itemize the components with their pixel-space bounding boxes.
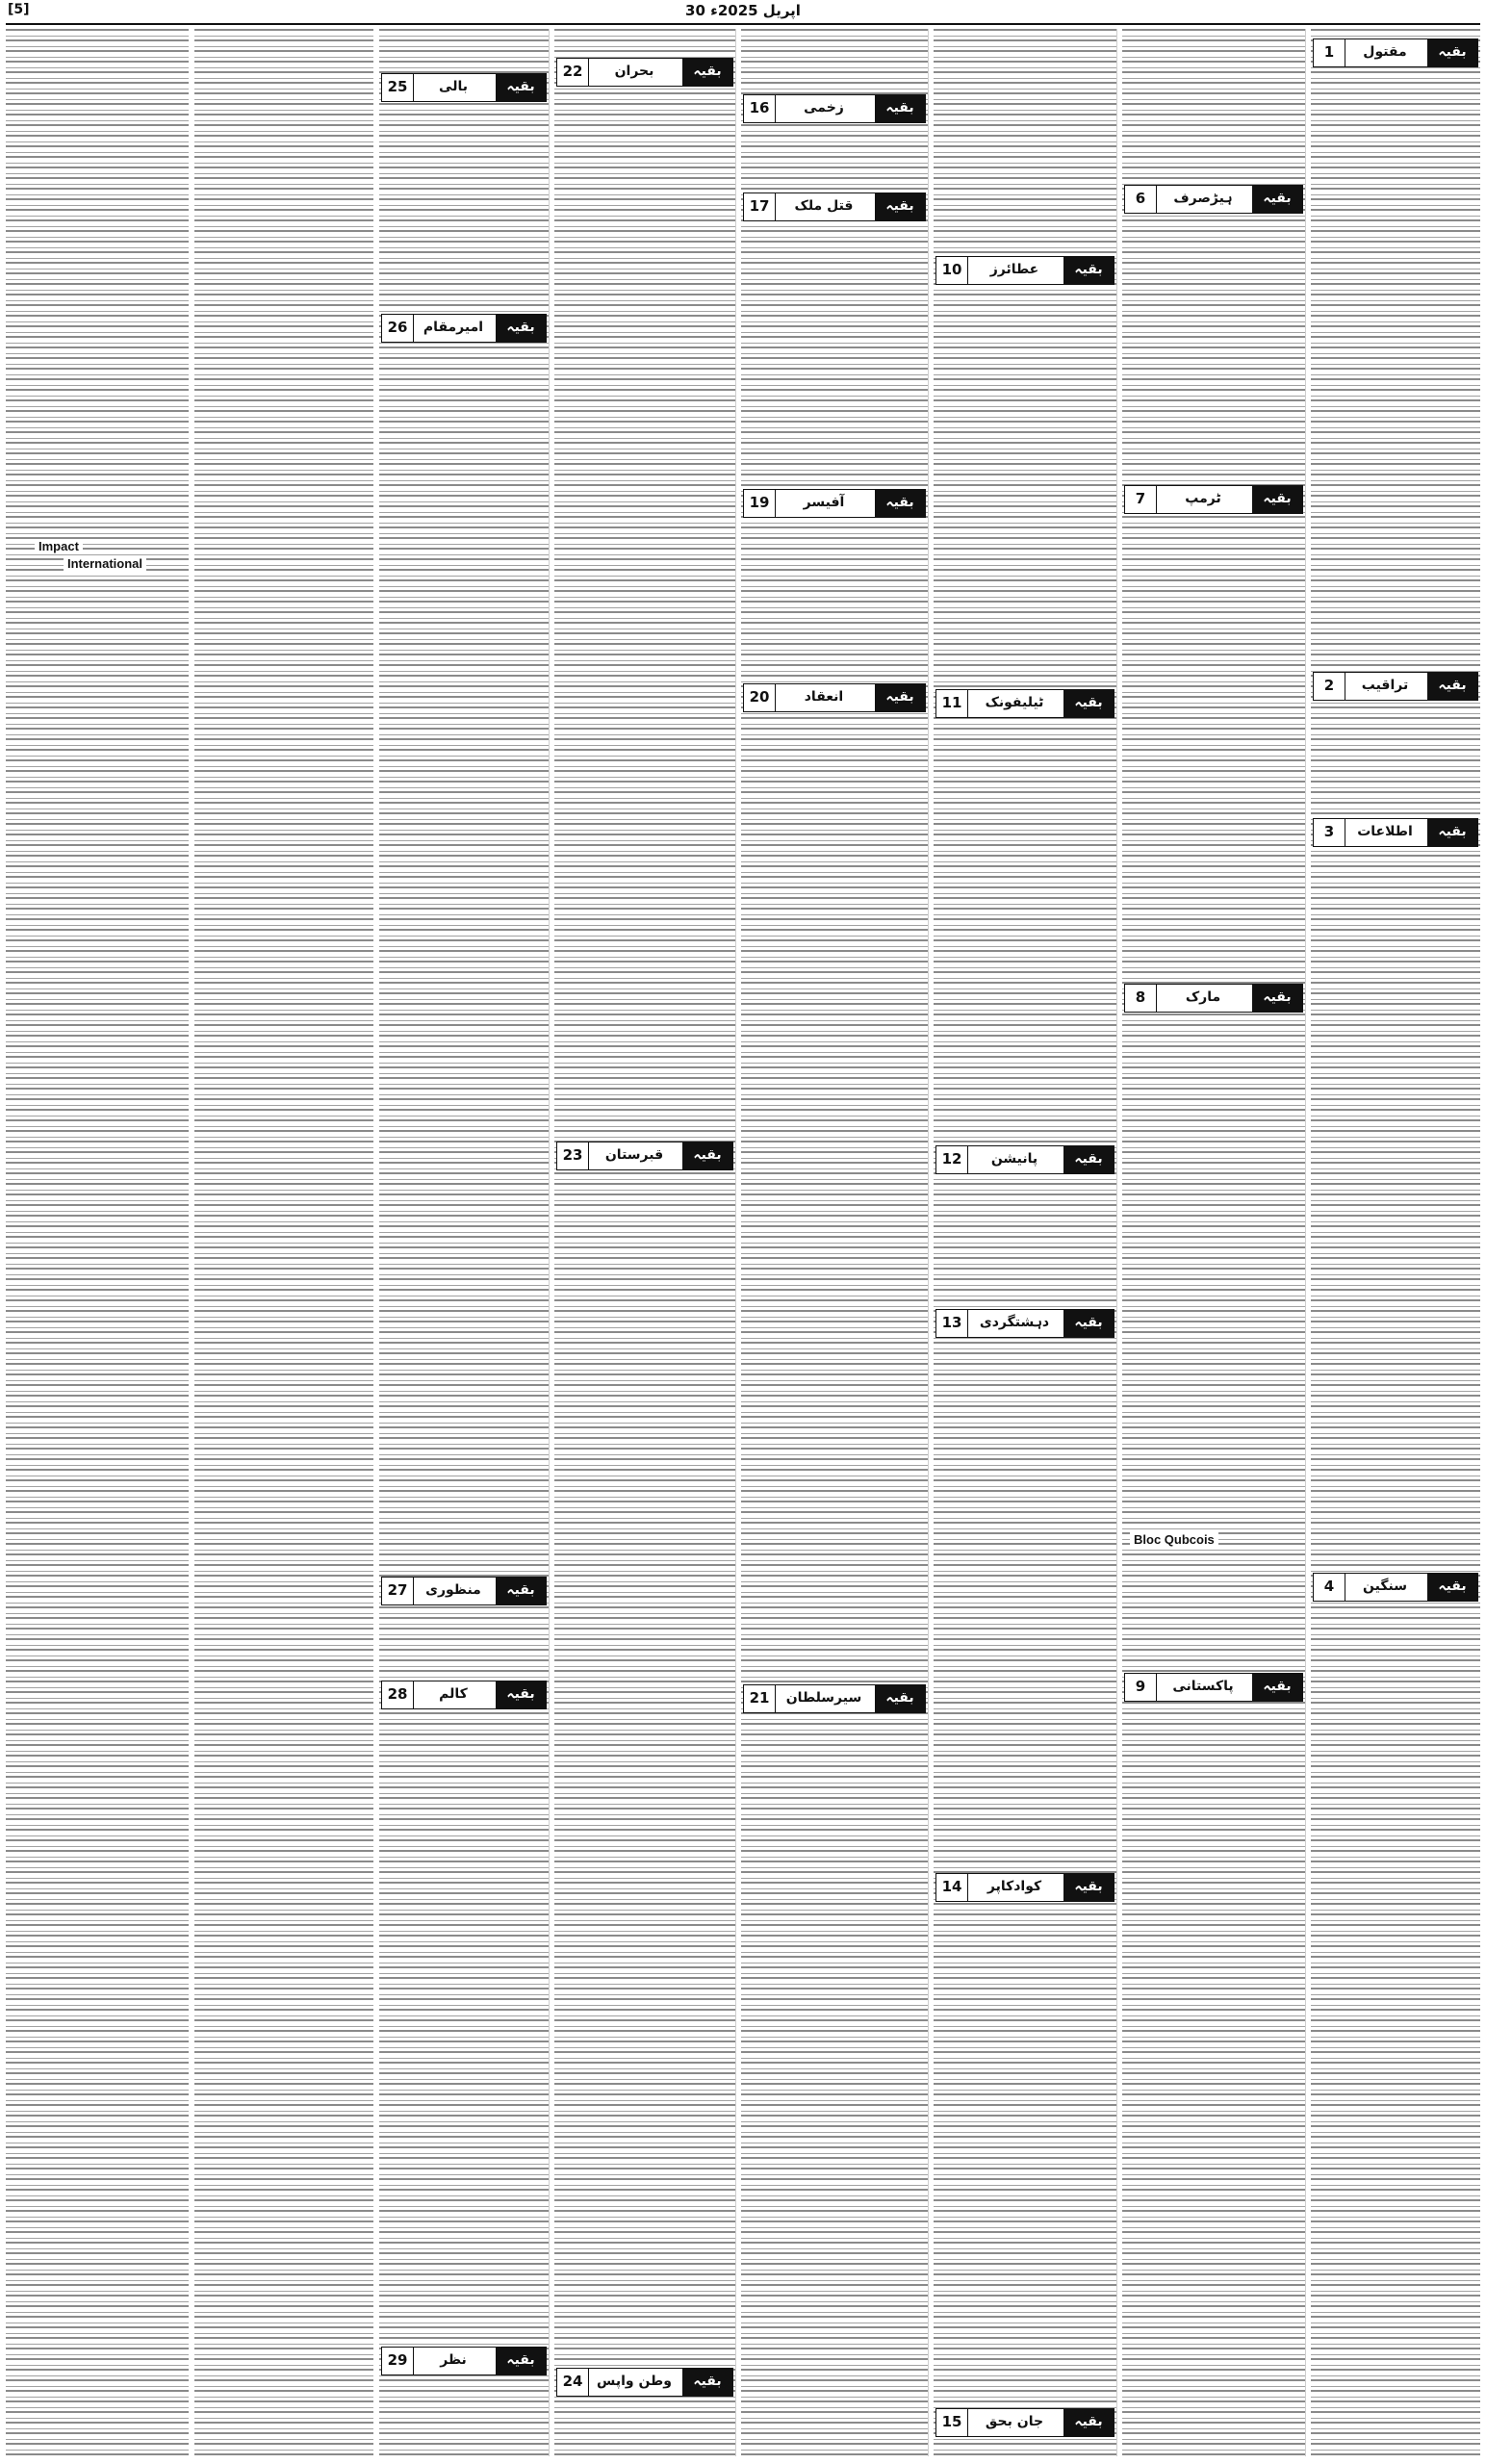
section-title: منظوری <box>425 1582 481 1598</box>
section-number: 13 <box>936 1310 968 1337</box>
inline-latin-impact: Impact <box>35 539 83 553</box>
continuation-header-21 <box>743 1684 926 1713</box>
section-number: 6 <box>1125 186 1157 213</box>
continue-label: بقیہ <box>682 59 732 86</box>
section-title: نظر <box>440 2352 467 2368</box>
section-number: 14 <box>936 1874 968 1901</box>
section-title: سنگین <box>1363 1578 1407 1594</box>
continuation-header-8 <box>1124 984 1303 1013</box>
section-title: بحران <box>614 64 654 79</box>
continue-label: بقیہ <box>496 1681 546 1708</box>
section-number: 2 <box>1314 673 1345 700</box>
section-number: 4 <box>1314 1574 1345 1601</box>
continue-label: بقیہ <box>1063 257 1114 284</box>
continue-label: بقیہ <box>875 95 925 122</box>
continue-label: بقیہ <box>875 193 925 220</box>
continue-label: بقیہ <box>1252 985 1302 1012</box>
continue-label: بقیہ <box>1063 1146 1114 1173</box>
continue-label: بقیہ <box>1063 1874 1114 1901</box>
section-number: 22 <box>557 59 589 86</box>
section-title: سیرسلطان <box>785 1690 862 1706</box>
continuation-header-17 <box>743 192 926 221</box>
section-number: 8 <box>1125 985 1157 1012</box>
section-number: 12 <box>936 1146 968 1173</box>
text-column-1 <box>1311 29 1480 2456</box>
continue-label: بقیہ <box>1063 1310 1114 1337</box>
continuation-header-19 <box>743 489 926 518</box>
page-number: [5] <box>8 2 30 17</box>
continuation-header-15 <box>935 2408 1114 2437</box>
section-title: پانیشن <box>990 1151 1038 1167</box>
continuation-header-20 <box>743 683 926 712</box>
continuation-header-25 <box>381 73 547 102</box>
news-columns <box>6 29 1480 2456</box>
text-column-6 <box>379 29 550 2456</box>
text-column-5 <box>554 29 736 2456</box>
continuation-header-6 <box>1124 185 1303 214</box>
continuation-header-14 <box>935 1873 1114 1902</box>
section-number: 7 <box>1125 486 1157 513</box>
section-title: ٹیلیفونک <box>985 695 1044 710</box>
continue-label: بقیہ <box>682 2369 732 2396</box>
section-title: اطلاعات <box>1357 824 1413 839</box>
section-title: تراقیب <box>1361 678 1409 693</box>
section-number: 26 <box>382 315 414 342</box>
continuation-header-22 <box>556 58 733 87</box>
section-title: مارک <box>1185 989 1221 1005</box>
section-number: 20 <box>744 684 776 711</box>
continuation-header-26 <box>381 314 547 343</box>
issue-date: 30 اپریل 2025ء <box>685 2 801 19</box>
section-title: کالم <box>439 1686 468 1702</box>
continue-label: بقیہ <box>682 1142 732 1169</box>
continue-label: بقیہ <box>875 684 925 711</box>
section-title: جان بحق <box>985 2414 1044 2429</box>
continue-label: بقیہ <box>496 315 546 342</box>
section-title: آفیسر <box>803 495 845 510</box>
section-number: 21 <box>744 1685 776 1712</box>
continue-label: بقیہ <box>1252 486 1302 513</box>
continue-label: بقیہ <box>875 1685 925 1712</box>
inline-latin-bloc: Bloc Qubcois <box>1130 1532 1218 1547</box>
continuation-header-4 <box>1313 1573 1478 1602</box>
text-column-3 <box>934 29 1117 2456</box>
section-number: 9 <box>1125 1674 1157 1701</box>
section-title: امیرمقام <box>423 320 484 335</box>
continue-label: بقیہ <box>1427 1574 1477 1601</box>
continuation-header-1 <box>1313 38 1478 67</box>
section-number: 19 <box>744 490 776 517</box>
section-number: 15 <box>936 2409 968 2436</box>
text-column-2 <box>1122 29 1306 2456</box>
section-number: 11 <box>936 690 968 717</box>
section-title: مقتول <box>1363 44 1407 60</box>
section-title: انعقاد <box>804 689 844 705</box>
continue-label: بقیہ <box>1427 673 1477 700</box>
continue-label: بقیہ <box>1063 2409 1114 2436</box>
section-number: 27 <box>382 1578 414 1604</box>
continue-label: بقیہ <box>496 1578 546 1604</box>
section-number: 3 <box>1314 819 1345 846</box>
continuation-header-11 <box>935 689 1114 718</box>
continuation-header-2 <box>1313 672 1478 701</box>
continuation-header-13 <box>935 1309 1114 1338</box>
section-title: بالی <box>439 79 468 94</box>
section-title: پاکستانی <box>1172 1679 1234 1694</box>
continuation-header-29 <box>381 2347 547 2375</box>
section-number: 29 <box>382 2348 414 2374</box>
masthead-rule <box>6 23 1480 25</box>
section-title: زخمی <box>804 100 844 116</box>
text-column-7 <box>194 29 373 2456</box>
continuation-header-27 <box>381 1577 547 1605</box>
section-title: وطن واپس <box>597 2374 672 2389</box>
section-title: دہشتگردی <box>979 1315 1050 1330</box>
section-number: 17 <box>744 193 776 220</box>
continue-label: بقیہ <box>1252 186 1302 213</box>
continue-label: بقیہ <box>1252 1674 1302 1701</box>
continue-label: بقیہ <box>496 74 546 101</box>
continuation-header-3 <box>1313 818 1478 847</box>
masthead <box>0 0 1486 21</box>
text-column-4 <box>741 29 929 2456</box>
section-number: 23 <box>557 1142 589 1169</box>
continuation-header-16 <box>743 94 926 123</box>
section-number: 16 <box>744 95 776 122</box>
continue-label: بقیہ <box>1063 690 1114 717</box>
continuation-header-10 <box>935 256 1114 285</box>
continue-label: بقیہ <box>496 2348 546 2374</box>
section-number: 10 <box>936 257 968 284</box>
continue-label: بقیہ <box>1427 39 1477 66</box>
continuation-header-7 <box>1124 485 1303 514</box>
continue-label: بقیہ <box>875 490 925 517</box>
inline-latin-international: International <box>64 556 146 571</box>
continuation-header-9 <box>1124 1673 1303 1702</box>
section-title: عطائرز <box>989 262 1039 277</box>
continuation-header-12 <box>935 1145 1114 1174</box>
section-number: 25 <box>382 74 414 101</box>
section-title: ہیڑصرف <box>1173 191 1233 206</box>
continuation-header-23 <box>556 1142 733 1170</box>
section-number: 28 <box>382 1681 414 1708</box>
continuation-header-28 <box>381 1681 547 1709</box>
section-title: ٹرمپ <box>1185 491 1221 506</box>
text-column-8 <box>6 29 189 2456</box>
continuation-header-24 <box>556 2368 733 2397</box>
section-title: کوادکاپر <box>986 1879 1042 1894</box>
section-title: قبرستان <box>604 1147 664 1163</box>
section-number: 1 <box>1314 39 1345 66</box>
section-title: قتل ملک <box>794 198 854 214</box>
continue-label: بقیہ <box>1427 819 1477 846</box>
section-number: 24 <box>557 2369 589 2396</box>
